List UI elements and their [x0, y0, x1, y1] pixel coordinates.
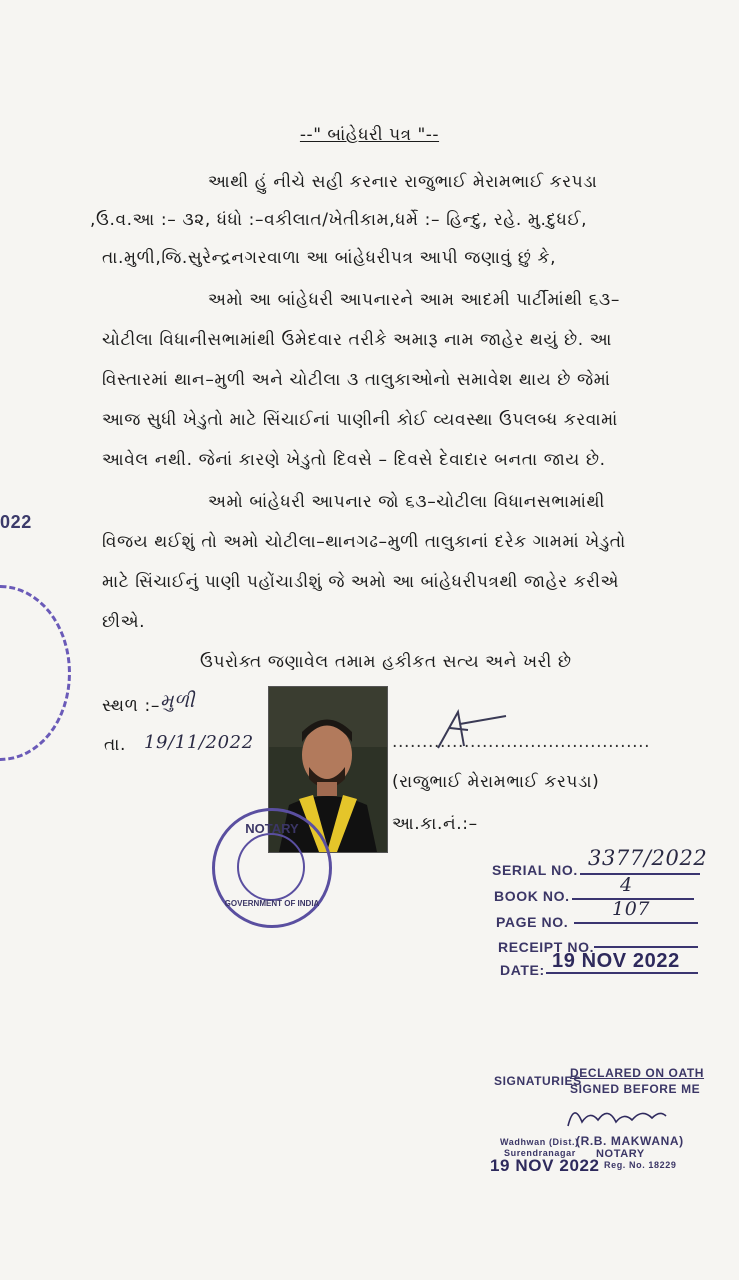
date-label: તા. — [104, 735, 127, 755]
seal-bottom-text: GOVERNMENT OF INDIA — [224, 899, 320, 908]
notary-title: NOTARY — [596, 1148, 645, 1160]
serial-underline — [580, 873, 700, 875]
paragraph-line: ચોટીલા વિધાનીસભામાંથી ઉમેદવાર તરીકે અમારૂ નામ જાહેર થયું છે. આ — [102, 330, 613, 350]
paragraph-line: માટે સિંચાઈનું પાણી પહોંચાડીશું જે અમો આ બાંહેધરીપત્રથી જાહેર કરીએ — [102, 572, 620, 592]
applicant-signature — [420, 706, 510, 756]
notary-place: Wadhwan (Dist.) — [500, 1137, 579, 1147]
notary-date: 19 NOV 2022 — [490, 1156, 600, 1175]
date-stamp-label: DATE: — [500, 962, 545, 978]
document-title: --" બાંહેધરી પત્ર "-- — [299, 125, 440, 145]
page-value: 107 — [612, 898, 651, 920]
paragraph-line: ઉપરોક્ત જણાવેલ તમામ હકીકત સત્ય અને ખરી છે — [200, 652, 572, 672]
page-underline — [574, 922, 698, 924]
date-underline — [546, 972, 698, 974]
book-label: BOOK NO. — [494, 888, 570, 904]
signer-name: (રાજુભાઈ મેરામભાઈ કરપડા) — [392, 772, 600, 792]
receipt-underline — [594, 946, 698, 948]
paragraph-line: વિજય થઈશું તો અમો ચોટીલા–થાનગઢ–મુળી તાલુકાનાં દરેક ગામમાં ખેડુતો — [102, 532, 626, 552]
date-value: 19/11/2022 — [144, 732, 254, 753]
notary-seal — [212, 808, 332, 928]
notary-name: (R.B. MAKWANA) — [576, 1134, 684, 1148]
page-label: PAGE NO. — [496, 914, 569, 930]
paragraph-line: ,ઉ.વ.આ :– ૩૨, ધંધો :–વકીલાત/ખેતીકામ,ધર્મે :– હિન્દુ, રહે. મુ.દુધઈ, — [90, 210, 588, 230]
place-value: મુળી — [160, 690, 195, 712]
signed-before-me: SIGNED BEFORE ME — [570, 1082, 701, 1096]
paragraph-line: અમો બાંહેધરી આપનાર જો ૬૩–ચોટીલા વિધાનસભામાંથી — [208, 492, 605, 512]
paragraph-line: આજ સુધી ખેડુતો માટે સિંચાઈનાં પાણીની કોઈ વ્યવસ્થા ઉપલબ્ધ કરવામાં — [102, 410, 618, 430]
notary-signature — [560, 1098, 670, 1136]
signature-dots: ........................................... — [392, 732, 651, 752]
receipt-label: RECEIPT NO. — [498, 939, 595, 955]
paragraph-line: તા.મુળી,જિ.સુરેન્દ્રનગરવાળા આ બાંહેધરીપત્ર આપી જણાવું છું કે, — [102, 248, 557, 268]
notary-seal-inner — [237, 833, 305, 901]
notary-district: Surendranagar — [504, 1148, 576, 1158]
serial-value: 3377/2022 — [588, 846, 708, 870]
seal-top-text: NOTARY — [245, 821, 299, 836]
margin-fragment: 022 — [0, 512, 32, 532]
paragraph-line: આવેલ નથી. જેનાં કારણે ખેડુતો દિવસે – દિવસે દેવાદાર બનતા જાય છે. — [102, 450, 606, 470]
paragraph-line: છીએ. — [102, 612, 146, 632]
paragraph-line: અમો આ બાંહેધરી આપનારને આમ આદમી પાર્ટીમાંથી ૬૩– — [208, 290, 620, 310]
paragraph-line: આથી હું નીચે સહી કરનાર રાજુભાઈ મેરામભાઈ કરપડા — [208, 172, 598, 192]
paragraph-line: વિસ્તારમાં થાન–મુળી અને ચોટીલા ૩ તાલુકાઓનો સમાવેશ થાય છે જેમાં — [102, 370, 611, 390]
partial-notary-seal — [0, 585, 71, 761]
book-value: 4 — [620, 874, 633, 896]
serial-label: SERIAL NO. — [492, 862, 578, 878]
declared-on-oath: DECLARED ON OATH — [570, 1066, 705, 1080]
aaka-label: આ.કા.નં.:– — [392, 814, 478, 834]
signatures-label: SIGNATURIES — [494, 1074, 582, 1088]
place-label: સ્થળ :– — [102, 696, 160, 716]
date-stamp-value: 19 NOV 2022 — [552, 950, 680, 972]
notary-reg: Reg. No. 18229 — [604, 1160, 677, 1170]
